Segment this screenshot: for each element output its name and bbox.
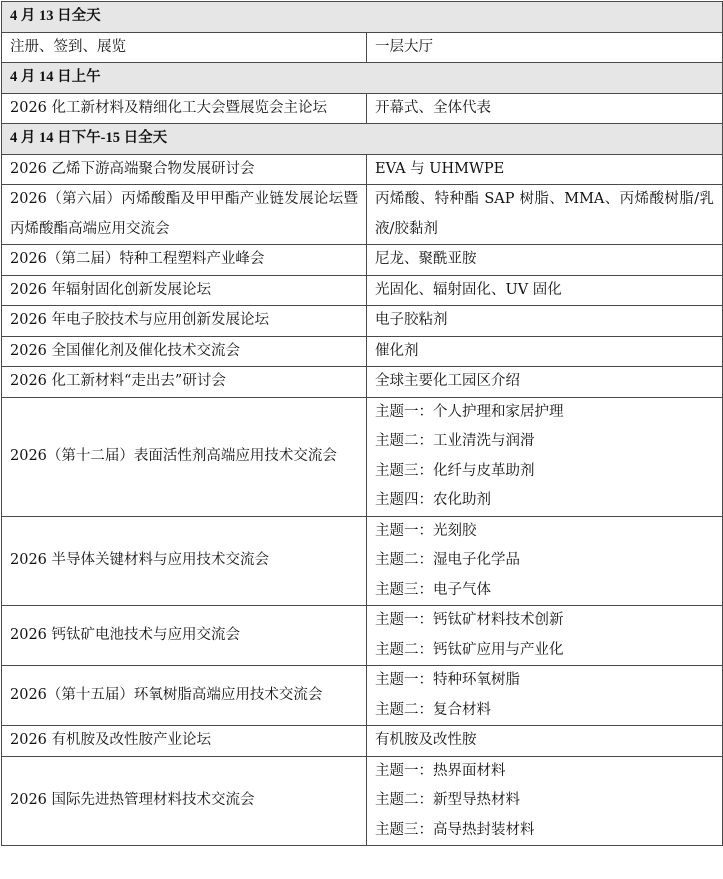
- section-header-row: [2, 124, 723, 155]
- detail-line: 主题一：光刻胶: [375, 522, 477, 539]
- session-name: 2026 有机胺及改性胺产业论坛: [2, 726, 367, 757]
- detail-line: 催化剂: [375, 342, 419, 359]
- session-details: [367, 185, 723, 245]
- section-header: 4 月 13 日全天: [2, 2, 723, 33]
- session-details: [367, 93, 723, 124]
- table-row: [2, 367, 723, 398]
- session-details: [367, 726, 723, 757]
- table-row: [2, 275, 723, 306]
- table-row: [2, 306, 723, 337]
- detail-line: 主题一：热界面材料: [375, 762, 506, 779]
- detail-line: EVA 与 UHMWPE: [375, 160, 505, 177]
- session-name: 注册、签到、展览: [2, 32, 367, 63]
- session-details: [367, 397, 723, 516]
- table-row: [2, 726, 723, 757]
- session-details: [367, 154, 723, 185]
- session-details: [367, 367, 723, 398]
- session-name: 2026 年电子胶技术与应用创新发展论坛: [2, 306, 367, 337]
- detail-line: 主题一：个人护理和家居护理: [375, 403, 564, 420]
- agenda-table: [1, 1, 723, 846]
- detail-line: 主题四：农化助剂: [375, 492, 491, 508]
- table-row: [2, 606, 723, 666]
- table-row: [2, 32, 723, 63]
- session-name: 2026 全国催化剂及催化技术交流会: [2, 336, 367, 367]
- session-name: 2026 年辐射固化创新发展论坛: [2, 275, 367, 306]
- table-row: [2, 245, 723, 276]
- session-name: 2026（第十五届）环氧树脂高端应用技术交流会: [2, 666, 367, 726]
- detail-line: 开幕式、全体代表: [375, 99, 491, 116]
- session-details: [367, 606, 723, 666]
- detail-line: 主题一：特种环氧树脂: [375, 672, 520, 688]
- session-name: 2026 钙钛矿电池技术与应用交流会: [2, 606, 367, 666]
- detail-line: 主题二：工业清洗与润滑: [375, 433, 535, 449]
- table-row: [2, 336, 723, 367]
- table-row: [2, 185, 723, 245]
- detail-line: 尼龙、聚酰亚胺: [375, 251, 477, 267]
- table-row: [2, 666, 723, 726]
- session-details: [367, 275, 723, 306]
- detail-line: 主题三：高导热封装材料: [375, 821, 535, 838]
- detail-line: 电子胶粘剂: [375, 312, 448, 328]
- session-name: 2026 国际先进热管理材料技术交流会: [2, 756, 367, 846]
- detail-line: 有机胺及改性胺: [375, 732, 477, 748]
- session-details: [367, 516, 723, 606]
- detail-line: 全球主要化工园区介绍: [375, 373, 520, 389]
- session-details: [367, 306, 723, 337]
- detail-line: 光固化、辐射固化、UV 固化: [375, 281, 562, 298]
- session-name: 2026 化工新材料“走出去”研讨会: [2, 367, 367, 398]
- section-header: 4 月 14 日下午-15 日全天: [2, 124, 723, 155]
- detail-line: 一层大厅: [375, 38, 433, 55]
- session-details: [367, 32, 723, 63]
- session-details: [367, 245, 723, 276]
- detail-line: 主题二：复合材料: [375, 701, 491, 718]
- detail-line: 丙烯酸、特种酯 SAP 树脂、MMA、丙烯酸树脂/乳液/胶黏剂: [375, 191, 714, 237]
- detail-line: 主题三：化纤与皮革助剂: [375, 462, 535, 479]
- section-header: 4 月 14 日上午: [2, 63, 723, 94]
- detail-line: 主题一：钙钛矿材料技术创新: [375, 612, 564, 628]
- session-name: 2026（第二届）特种工程塑料产业峰会: [2, 245, 367, 276]
- detail-line: 主题三：电子气体: [375, 581, 491, 598]
- detail-line: 主题二：钙钛矿应用与产业化: [375, 641, 564, 658]
- session-details: [367, 336, 723, 367]
- session-name: 2026 乙烯下游高端聚合物发展研讨会: [2, 154, 367, 185]
- section-header-row: [2, 2, 723, 33]
- session-name: 2026 半导体关键材料与应用技术交流会: [2, 516, 367, 606]
- section-header-row: [2, 63, 723, 94]
- table-row: [2, 154, 723, 185]
- table-row: [2, 756, 723, 846]
- session-name: 2026（第十二届）表面活性剂高端应用技术交流会: [2, 397, 367, 516]
- table-row: [2, 397, 723, 516]
- table-row: [2, 93, 723, 124]
- session-details: [367, 756, 723, 846]
- table-row: [2, 516, 723, 606]
- session-name: 2026 化工新材料及精细化工大会暨展览会主论坛: [2, 93, 367, 124]
- agenda-body: [2, 2, 723, 846]
- detail-line: 主题二：新型导热材料: [375, 792, 520, 808]
- session-name: 2026（第六届）丙烯酸酯及甲甲酯产业链发展论坛暨丙烯酸酯高端应用交流会: [2, 185, 367, 245]
- detail-line: 主题二：湿电子化学品: [375, 552, 520, 568]
- session-details: [367, 666, 723, 726]
